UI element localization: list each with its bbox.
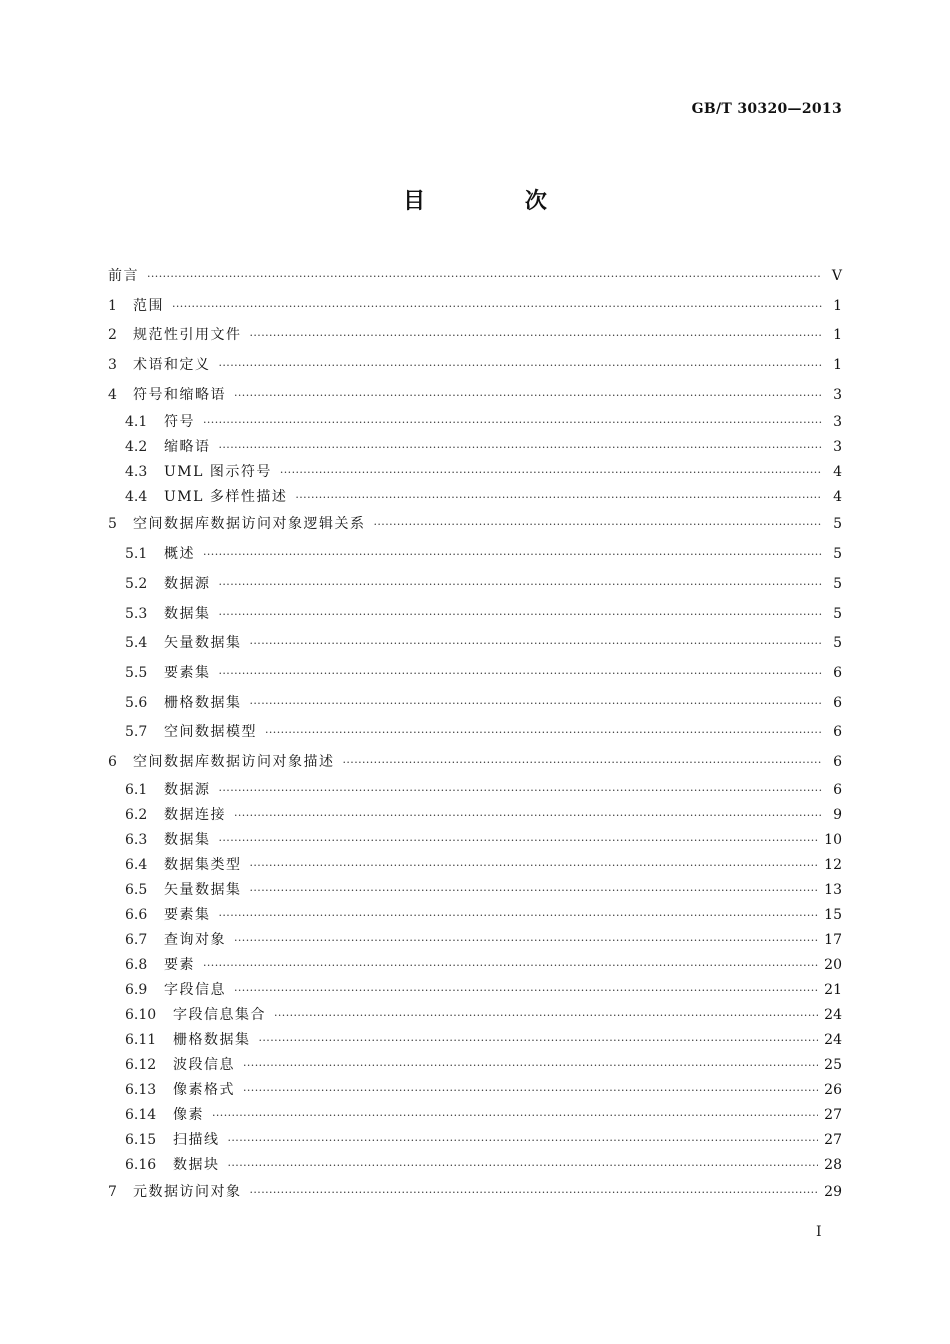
toc-entry-label: 字段信息集合 bbox=[173, 1006, 266, 1023]
toc-entry-number: 4.2 bbox=[125, 439, 148, 456]
toc-entry[interactable] bbox=[108, 953, 842, 978]
toc-leader-dots bbox=[295, 485, 822, 510]
toc-entry-page: 5 bbox=[833, 605, 842, 622]
toc-entry-page: 1 bbox=[833, 327, 842, 344]
toc-entry[interactable] bbox=[108, 1053, 842, 1078]
toc-leader-dots bbox=[265, 718, 822, 748]
toc-entry[interactable] bbox=[108, 600, 842, 630]
toc-entry[interactable] bbox=[108, 778, 842, 803]
toc-entry-label: 前言 bbox=[108, 268, 139, 284]
toc-entry-label: 波段信息 bbox=[173, 1056, 235, 1073]
toc-entry-number: 6.2 bbox=[125, 806, 148, 823]
toc-entry-page: 5 bbox=[833, 516, 842, 533]
toc-leader-dots bbox=[219, 600, 823, 630]
toc-entry-label: 范围 bbox=[133, 297, 164, 314]
toc-entry-number: 6 bbox=[108, 753, 117, 770]
toc-leader-dots bbox=[250, 321, 823, 351]
toc-entry[interactable] bbox=[108, 292, 842, 322]
toc-entry-page: 5 bbox=[833, 546, 842, 563]
toc-entry-page: 28 bbox=[824, 1156, 842, 1173]
toc-entry-page: Ⅴ bbox=[831, 268, 842, 284]
toc-entry[interactable] bbox=[108, 460, 842, 485]
toc-entry-label: 矢量数据集 bbox=[164, 635, 242, 652]
toc-leader-dots bbox=[219, 659, 823, 689]
toc-entry-number: 6.6 bbox=[125, 906, 148, 923]
toc-leader-dots bbox=[219, 828, 819, 853]
toc-entry-page: 27 bbox=[824, 1106, 842, 1123]
toc-entry-number: 5.7 bbox=[125, 724, 148, 741]
toc-entry-label: 扫描线 bbox=[173, 1131, 220, 1148]
toc-entry-number: 6.7 bbox=[125, 931, 148, 948]
toc-entry-page: 13 bbox=[824, 881, 842, 898]
toc-entry-number: 5.3 bbox=[125, 605, 148, 622]
toc-entry-number: 6.11 bbox=[125, 1031, 157, 1048]
toc-leader-dots bbox=[374, 510, 823, 540]
toc-entry-label: 数据集类型 bbox=[164, 856, 242, 873]
page-title: 目 次 bbox=[403, 188, 593, 214]
toc-entry-page: 5 bbox=[833, 575, 842, 592]
toc-entry-number: 5.4 bbox=[125, 635, 148, 652]
toc-leader-dots bbox=[250, 1178, 819, 1208]
toc-entry[interactable] bbox=[108, 978, 842, 1003]
toc-entry-page: 1 bbox=[833, 357, 842, 374]
toc-entry-page: 29 bbox=[824, 1183, 842, 1200]
toc-entry[interactable] bbox=[108, 1028, 842, 1053]
toc-leader-dots bbox=[274, 1003, 818, 1028]
toc-entry[interactable] bbox=[108, 828, 842, 853]
toc-leader-dots bbox=[228, 1128, 819, 1153]
toc-entry-number: 1 bbox=[108, 297, 117, 314]
toc-entry-page: 20 bbox=[824, 956, 842, 973]
toc-leader-dots bbox=[219, 778, 823, 803]
toc-entry-page: 24 bbox=[824, 1006, 842, 1023]
toc-entry[interactable] bbox=[108, 1128, 842, 1153]
toc-entry[interactable] bbox=[108, 1103, 842, 1128]
toc-entry-page: 6 bbox=[833, 724, 842, 741]
toc-entry[interactable] bbox=[108, 803, 842, 828]
toc-entry-page: 1 bbox=[833, 297, 842, 314]
toc-leader-dots bbox=[147, 262, 822, 292]
toc-leader-dots bbox=[250, 853, 819, 878]
toc-entry[interactable] bbox=[108, 1078, 842, 1103]
toc-entry-label: 字段信息 bbox=[164, 981, 226, 998]
toc-entry-page: 3 bbox=[833, 414, 842, 431]
toc-entry-page: 24 bbox=[824, 1031, 842, 1048]
toc-entry-number: 7 bbox=[108, 1183, 117, 1200]
toc-entry-number: 5.5 bbox=[125, 664, 148, 681]
toc-entry-number: 2 bbox=[108, 327, 117, 344]
toc-entry-number: 5.1 bbox=[125, 546, 148, 563]
toc-entry-page: 21 bbox=[824, 981, 842, 998]
toc-entry-number: 6.1 bbox=[125, 781, 148, 798]
toc-entry-label: 符号和缩略语 bbox=[133, 386, 226, 403]
toc-entry[interactable] bbox=[108, 1178, 842, 1208]
toc-entry-label: 缩略语 bbox=[164, 439, 211, 456]
toc-entry[interactable] bbox=[108, 878, 842, 903]
toc-entry[interactable] bbox=[108, 381, 842, 411]
toc-entry-number: 6.16 bbox=[125, 1156, 157, 1173]
toc-leader-dots bbox=[250, 629, 823, 659]
toc-entry-label: 空间数据模型 bbox=[164, 724, 257, 741]
toc-leader-dots bbox=[234, 803, 822, 828]
toc-entry-label: 像素 bbox=[173, 1106, 204, 1123]
toc-entry-page: 27 bbox=[824, 1131, 842, 1148]
toc-entry-number: 4.1 bbox=[125, 414, 148, 431]
toc-entry-page: 17 bbox=[824, 931, 842, 948]
toc-entry[interactable] bbox=[108, 540, 842, 570]
toc-leader-dots bbox=[234, 928, 818, 953]
toc-leader-dots bbox=[280, 460, 822, 485]
toc-entry-number: 6.4 bbox=[125, 856, 148, 873]
toc-entry-page: 12 bbox=[824, 856, 842, 873]
toc-entry-number: 6.12 bbox=[125, 1056, 157, 1073]
toc-entry[interactable] bbox=[108, 351, 842, 381]
toc-entry-label: 要素集 bbox=[164, 906, 211, 923]
toc-entry-number: 5.6 bbox=[125, 694, 148, 711]
toc-entry-label: 数据集 bbox=[164, 605, 211, 622]
toc-entry-number: 6.14 bbox=[125, 1106, 157, 1123]
toc-entry-label: 概述 bbox=[164, 546, 195, 563]
toc-entry-label: 数据源 bbox=[164, 575, 211, 592]
toc-entry-page: 5 bbox=[833, 635, 842, 652]
toc-entry[interactable] bbox=[108, 748, 842, 778]
toc-entry-page: 3 bbox=[833, 386, 842, 403]
toc-entry[interactable] bbox=[108, 435, 842, 460]
toc-entry-number: 5 bbox=[108, 516, 117, 533]
toc-entry-page: 6 bbox=[833, 664, 842, 681]
toc-leader-dots bbox=[259, 1028, 819, 1053]
toc-entry-number: 4.4 bbox=[125, 489, 148, 506]
toc-entry[interactable] bbox=[108, 321, 842, 351]
toc-leader-dots bbox=[228, 1153, 819, 1178]
toc-entry-number: 4.3 bbox=[125, 464, 148, 481]
toc-entry[interactable] bbox=[108, 718, 842, 748]
toc-entry-label: 数据集 bbox=[164, 831, 211, 848]
toc-entry-label: 数据源 bbox=[164, 781, 211, 798]
toc-entry-label: 栅格数据集 bbox=[164, 694, 242, 711]
toc-entry-label: 规范性引用文件 bbox=[133, 327, 242, 344]
toc-entry-label: 元数据访问对象 bbox=[133, 1183, 242, 1200]
toc-entry-label: 要素 bbox=[164, 956, 195, 973]
toc-entry-number: 6.5 bbox=[125, 881, 148, 898]
toc-entry-label: 像素格式 bbox=[173, 1081, 235, 1098]
toc-entry-number: 6.9 bbox=[125, 981, 148, 998]
toc-entry-page: 6 bbox=[833, 753, 842, 770]
toc-leader-dots bbox=[172, 292, 822, 322]
toc-entry-label: UML 图示符号 bbox=[164, 464, 272, 481]
toc-leader-dots bbox=[203, 410, 822, 435]
toc-entry[interactable] bbox=[108, 570, 842, 600]
toc-entry-page: 15 bbox=[824, 906, 842, 923]
toc-entry-label: 要素集 bbox=[164, 664, 211, 681]
toc-entry-number: 6.8 bbox=[125, 956, 148, 973]
toc-leader-dots bbox=[243, 1078, 818, 1103]
toc-entry[interactable] bbox=[108, 928, 842, 953]
toc-entry-page: 10 bbox=[824, 831, 842, 848]
toc-entry-number: 5.2 bbox=[125, 575, 148, 592]
toc-leader-dots bbox=[219, 570, 823, 600]
toc-entry-label: 数据连接 bbox=[164, 806, 226, 823]
toc-entry-label: 空间数据库数据访问对象逻辑关系 bbox=[133, 516, 366, 533]
toc-entry-label: 空间数据库数据访问对象描述 bbox=[133, 753, 335, 770]
toc-entry-label: 术语和定义 bbox=[133, 357, 211, 374]
toc-entry-number: 6.10 bbox=[125, 1006, 157, 1023]
toc-entry-page: 25 bbox=[824, 1056, 842, 1073]
toc-entry-label: 栅格数据集 bbox=[173, 1031, 251, 1048]
toc-entry[interactable] bbox=[108, 689, 842, 719]
toc-entry[interactable] bbox=[108, 410, 842, 435]
toc-leader-dots bbox=[212, 1103, 818, 1128]
toc-entry-page: 26 bbox=[824, 1081, 842, 1098]
toc-entry-label: 符号 bbox=[164, 414, 195, 431]
toc-leader-dots bbox=[250, 878, 819, 903]
toc-entry-label: 查询对象 bbox=[164, 931, 226, 948]
toc-leader-dots bbox=[343, 748, 823, 778]
toc-entry-page: 9 bbox=[833, 806, 842, 823]
toc-entry-page: 6 bbox=[833, 781, 842, 798]
page-number: I bbox=[816, 1224, 822, 1240]
toc-entry[interactable] bbox=[108, 1153, 842, 1178]
toc-leader-dots bbox=[234, 381, 822, 411]
toc-entry-number: 6.13 bbox=[125, 1081, 157, 1098]
toc-leader-dots bbox=[234, 978, 818, 1003]
toc-entry-page: 3 bbox=[833, 439, 842, 456]
toc-entry-label: 数据块 bbox=[173, 1156, 220, 1173]
toc-entry[interactable] bbox=[108, 1003, 842, 1028]
toc-entry[interactable] bbox=[108, 262, 842, 292]
toc-entry-page: 4 bbox=[833, 489, 842, 506]
toc-leader-dots bbox=[219, 351, 823, 381]
toc-entry-number: 6.3 bbox=[125, 831, 148, 848]
toc-entry-label: UML 多样性描述 bbox=[164, 489, 288, 506]
standard-code: GB/T 30320—2013 bbox=[691, 101, 842, 117]
toc-entry[interactable] bbox=[108, 629, 842, 659]
toc-entry-page: 4 bbox=[833, 464, 842, 481]
toc-entry-number: 4 bbox=[108, 386, 117, 403]
toc-leader-dots bbox=[203, 953, 818, 978]
toc-entry[interactable] bbox=[108, 510, 842, 540]
toc-entry-number: 3 bbox=[108, 357, 117, 374]
toc-leader-dots bbox=[250, 689, 823, 719]
toc-entry[interactable] bbox=[108, 853, 842, 878]
toc-entry[interactable] bbox=[108, 659, 842, 689]
toc-leader-dots bbox=[203, 540, 822, 570]
toc-entry-page: 6 bbox=[833, 694, 842, 711]
toc-entry-label: 矢量数据集 bbox=[164, 881, 242, 898]
toc-leader-dots bbox=[243, 1053, 818, 1078]
toc-leader-dots bbox=[219, 903, 819, 928]
toc-entry[interactable] bbox=[108, 903, 842, 928]
toc-entry[interactable] bbox=[108, 485, 842, 510]
toc-leader-dots bbox=[219, 435, 823, 460]
toc-entry-number: 6.15 bbox=[125, 1131, 157, 1148]
table-of-contents bbox=[108, 262, 842, 1207]
